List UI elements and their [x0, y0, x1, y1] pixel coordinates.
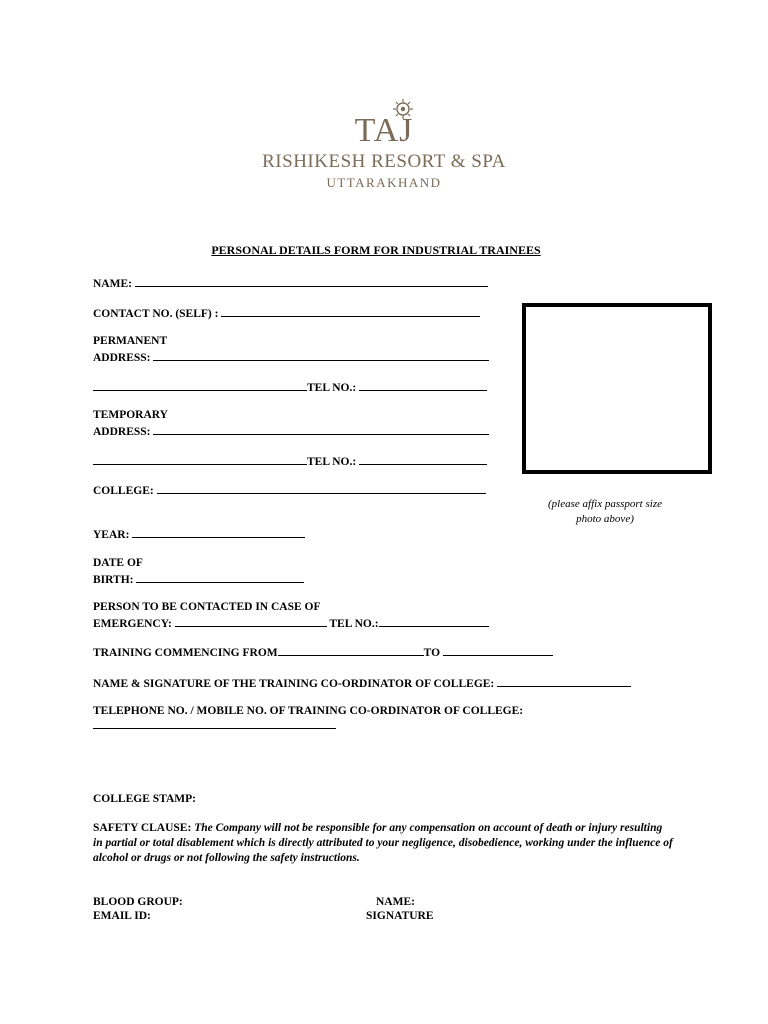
coordinator-sig-label: NAME & SIGNATURE OF THE TRAINING CO-ORDINATOR OF COLLEGE: — [93, 678, 495, 690]
permanent-tel-row — [93, 380, 487, 394]
temporary-tel-label: TEL NO.: — [307, 456, 357, 468]
name-label: NAME: — [93, 278, 132, 290]
emergency-row — [93, 616, 489, 630]
training-row — [93, 645, 553, 659]
dob-row — [93, 572, 304, 586]
name-field[interactable] — [135, 276, 488, 287]
temporary-tel-field[interactable] — [359, 454, 487, 465]
form-title: PERSONAL DETAILS FORM FOR INDUSTRIAL TRAINEES — [211, 243, 541, 257]
training-label: TRAINING COMMENCING FROM — [93, 647, 278, 659]
photo-note — [530, 497, 680, 527]
year-label: YEAR: — [93, 529, 130, 541]
email-label: EMAIL ID: — [93, 910, 151, 922]
permanent-address-field[interactable] — [153, 350, 489, 361]
emergency-tel-label: TEL NO.: — [329, 618, 379, 630]
blood-group-label: BLOOD GROUP: — [93, 896, 183, 908]
emergency-label: PERSON TO BE CONTACTED IN CASE OF — [93, 601, 321, 613]
logo-location: UTTARAKHAND — [326, 175, 442, 190]
permanent-address-row — [93, 350, 489, 364]
temporary-tel-row — [93, 454, 487, 468]
safety-clause-label: SAFETY CLAUSE: — [93, 822, 192, 834]
training-to-label: TO — [423, 647, 441, 659]
temporary-address-field[interactable] — [153, 424, 489, 435]
photo-note-line2: photo above) — [576, 513, 634, 525]
dob-field[interactable] — [136, 572, 304, 583]
training-to-field[interactable] — [443, 645, 553, 656]
permanent-tel-label: TEL NO.: — [307, 382, 357, 394]
temporary-label: TEMPORARY — [93, 409, 168, 421]
coordinator-tel-label: TELEPHONE NO. / MOBILE NO. OF TRAINING CO-ORDINATOR OF COLLEGE: — [93, 705, 524, 717]
name-row — [93, 276, 488, 290]
birth-label: BIRTH: — [93, 574, 134, 586]
contact-row — [93, 306, 480, 320]
logo-brand: TAJ — [354, 112, 414, 149]
emergency-tel-field[interactable] — [379, 616, 489, 627]
permanent-tel-field[interactable] — [359, 380, 487, 391]
safety-clause-text: The Company will not be responsible for any compensation on account of death or injury resulting in partial or total disablement which is directly attributed to your negligence, disobedience, working under the influence of alcohol or drugs or not following the safety instructions. — [93, 822, 673, 864]
safety-clause — [93, 821, 673, 866]
training-from-field[interactable] — [278, 645, 424, 656]
year-row — [93, 527, 305, 541]
temporary-address-row — [93, 424, 489, 438]
passport-photo-box[interactable] — [522, 303, 712, 474]
coordinator-tel-row — [93, 718, 336, 732]
signature-name-label: NAME: — [376, 896, 415, 908]
college-field[interactable] — [157, 483, 486, 494]
college-row — [93, 483, 486, 497]
emergency-contact-label: EMERGENCY: — [93, 618, 172, 630]
logo-resort-name: RISHIKESH RESORT & SPA — [262, 151, 506, 172]
photo-note-line1: (please affix passport size — [548, 498, 662, 510]
dob-label: DATE OF — [93, 557, 143, 569]
college-stamp-label: COLLEGE STAMP: — [93, 793, 196, 805]
permanent-address-label: ADDRESS: — [93, 352, 151, 364]
contact-field[interactable] — [221, 306, 480, 317]
temporary-address-label: ADDRESS: — [93, 426, 151, 438]
signature-label: SIGNATURE — [366, 910, 434, 922]
coordinator-tel-field[interactable] — [93, 718, 336, 729]
permanent-label: PERMANENT — [93, 335, 168, 347]
temporary-address-line2-field[interactable] — [93, 454, 307, 465]
year-field[interactable] — [132, 527, 305, 538]
permanent-address-line2-field[interactable] — [93, 380, 307, 391]
coordinator-sig-row — [93, 676, 631, 690]
coordinator-sig-field[interactable] — [497, 676, 631, 687]
college-label: COLLEGE: — [93, 485, 154, 497]
emergency-contact-field[interactable] — [175, 616, 327, 627]
contact-label: CONTACT NO. (SELF) : — [93, 308, 219, 320]
